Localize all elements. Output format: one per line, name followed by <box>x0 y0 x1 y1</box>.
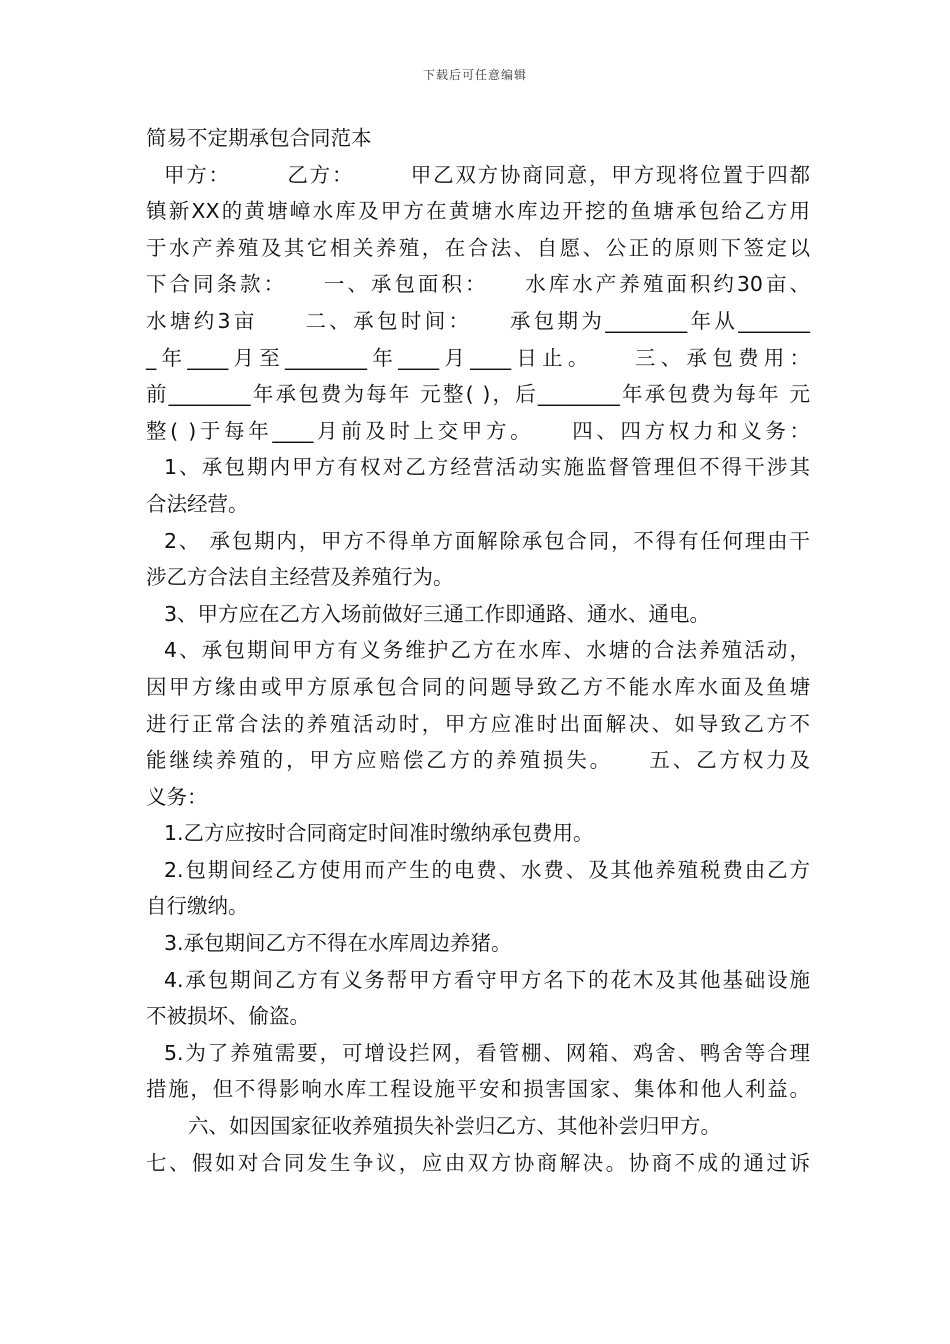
text-line: 自行缴纳。 <box>146 894 249 919</box>
text-line: 义务： <box>146 784 208 809</box>
text-line: _年____月至________年____月____日止。 三、承包费用： <box>146 345 810 370</box>
text-line: 1、承包期内甲方有权对乙方经营活动实施监督管理但不得干涉其 <box>164 455 810 480</box>
text-line: 水塘约3亩 二、承包时间： 承包期为________年从_______ <box>146 308 810 333</box>
text-line: 因甲方缘由或甲方原承包合同的问题导致乙方不能水库水面及鱼塘 <box>146 674 810 699</box>
text-line: 下合同条款： 一、承包面积： 水库水产养殖面积约30亩、 <box>146 272 810 297</box>
text-line: 进行正常合法的养殖活动时，甲方应准时出面解决、如导致乙方不 <box>146 711 810 736</box>
text-line: 合法经营。 <box>146 491 249 516</box>
text-line: 4、承包期间甲方有义务维护乙方在水库、水塘的合法养殖活动， <box>164 638 810 663</box>
text-line: 六、如因国家征收养殖损失补尝归乙方、其他补尝归甲方。 <box>188 1114 721 1139</box>
text-line: 镇新XX的黄塘嶂水库及甲方在黄塘水库边开挖的鱼塘承包给乙方用 <box>146 199 810 224</box>
text-line: 5.为了养殖需要，可增设拦网，看管棚、网箱、鸡舍、鸭舍等合理 <box>164 1040 810 1065</box>
text-line: 涉乙方合法自主经营及养殖行为。 <box>146 565 454 590</box>
document-body <box>146 120 810 1181</box>
document-title: 简易不定期承包合同范本 <box>146 126 372 150</box>
text-line: 2.包期间经乙方使用而产生的电费、水费、及其他养殖税费由乙方 <box>164 857 810 882</box>
text-line: 3.承包期间乙方不得在水库周边养猪。 <box>164 931 512 956</box>
text-line: 甲方： 乙方： 甲乙双方协商同意，甲方现将位置于四都 <box>164 162 810 187</box>
page-header: 下载后可任意编辑 <box>422 68 527 82</box>
text-line: 能继续养殖的，甲方应赔偿乙方的养殖损失。 五、乙方权力及 <box>146 748 810 773</box>
text-line: 七、假如对合同发生争议，应由双方协商解决。协商不成的通过诉 <box>146 1150 810 1175</box>
text-line: 2、 承包期内，甲方不得单方面解除承包合同，不得有任何理由干 <box>164 528 810 553</box>
text-line: 前________年承包费为每年 元整( )，后________年承包费为每年 元 <box>146 382 810 407</box>
text-line: 整( )于每年____月前及时上交甲方。 四、四方权力和义务： <box>146 418 810 443</box>
text-line: 不被损坏、偷盗。 <box>146 1004 310 1029</box>
text-line: 措施，但不得影响水库工程设施平安和损害国家、集体和他人利益。 <box>146 1077 810 1102</box>
text-line: 1.乙方应按时合同商定时间准时缴纳承包费用。 <box>164 821 594 846</box>
text-line: 4.承包期间乙方有义务帮甲方看守甲方名下的花木及其他基础设施 <box>164 967 810 992</box>
text-line: 于水产养殖及其它相关养殖，在合法、自愿、公正的原则下签定以 <box>146 235 810 260</box>
text-line: 3、甲方应在乙方入场前做好三通工作即通路、通水、通电。 <box>164 601 711 626</box>
